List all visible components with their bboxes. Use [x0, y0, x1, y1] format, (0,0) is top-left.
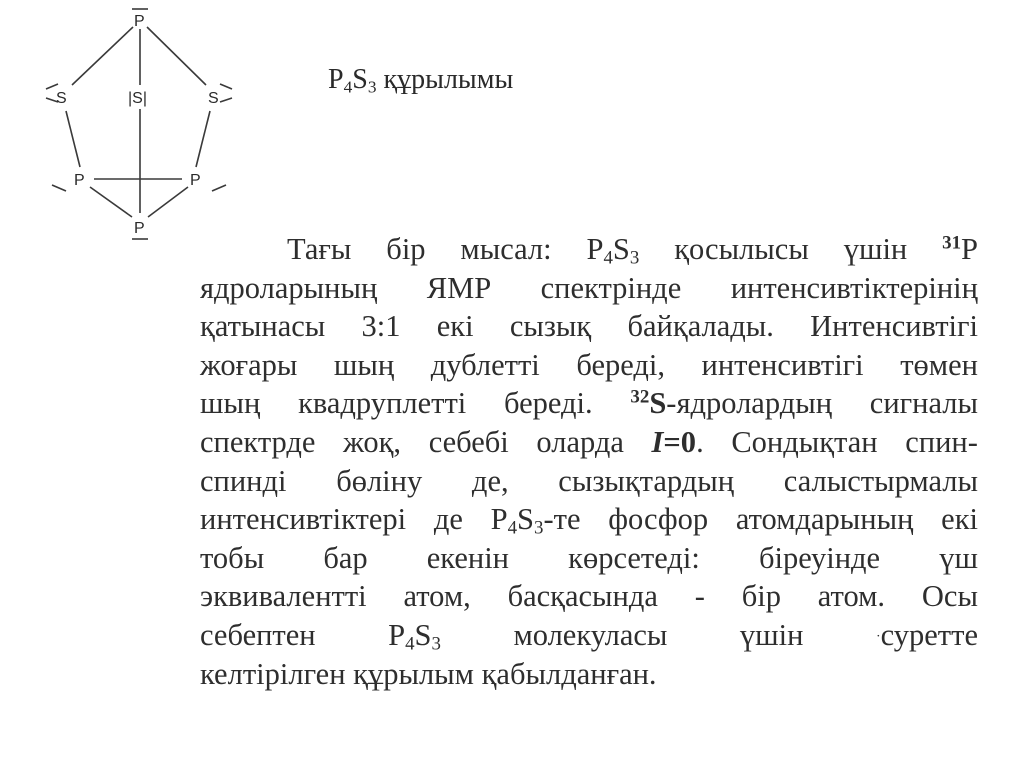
text-line-3: қатынасы 3:1 екі сызық байқалады. Интенсивтігі: [200, 309, 978, 344]
text-line-5: шың квадруплетті береді. $^{32}$S-ядролардың сигналы: [200, 384, 978, 423]
bond-p-top-s-right: [147, 27, 206, 85]
text-line-11: себептен $P_4S_3$ молекуласы үшін ·суретте: [200, 617, 978, 655]
atom-p-left: P: [74, 172, 85, 189]
text-line-4: жоғары шың дублетті береді, интенсивтігі төмен: [200, 347, 978, 382]
spin-zero: I=0.: [651, 424, 704, 459]
bond-p-top-s-left: [72, 27, 133, 85]
text-line-7: спинді бөліну де, сызықтардың салыстырмалы: [200, 463, 978, 498]
page-title: $P_4S_3$ құрылымы: [328, 64, 514, 97]
bond-p-left-p-bottom: [90, 187, 132, 217]
isotope-32s: $^{32}$S-ядролардың: [630, 386, 833, 421]
isotope-31p: $^{31}$P: [942, 232, 978, 266]
lone-pair-p-right: [212, 185, 226, 191]
atom-s-left: S: [56, 90, 67, 107]
text-line-1: Тағы бір мысал: $P_4S_3$ қосылысы үшін $^{31}$P: [287, 232, 978, 269]
bond-p-right-p-bottom: [148, 187, 188, 217]
lone-pair-s-left-a: [46, 84, 58, 89]
text-line-9: тобы бар екенін көрсетеді: біреуінде үш: [200, 540, 978, 575]
formula-p4s3-te: $P_4S_3-те$: [490, 502, 581, 539]
lone-pair-s-right-a: [220, 84, 232, 89]
bond-s-right-p-right: [196, 111, 210, 167]
body-paragraph: [200, 230, 978, 693]
text-line-12: келтірілген құрылым қабылданған.: [200, 656, 657, 691]
atom-p-right: P: [190, 172, 201, 189]
lone-pair-s-right-b: [220, 98, 232, 102]
bond-lines: [46, 9, 232, 239]
atom-s-right: S: [208, 90, 219, 107]
text-line-6: спектрде жоқ, себебі оларда I=0. Сондықтан спин-: [200, 423, 978, 462]
bond-s-left-p-left: [66, 111, 80, 167]
atom-p-top: P: [134, 13, 145, 30]
text-line-8: интенсивтіктері де $P_4S_3-те$ фосфор атомдарының екі: [200, 502, 978, 539]
text-line-2: ядроларының ЯМР спектрінде интенсивтіктерінің: [200, 270, 978, 305]
text-line-10: эквивалентті атом, басқасында - бір атом. Осы: [200, 579, 978, 614]
formula-p4s3: $P_4S_3$: [586, 232, 640, 269]
atom-s-center: |S|: [128, 90, 147, 107]
p4s3-structure-diagram: [30, 5, 240, 250]
formula-p4s3-2: $P_4S_3$: [388, 617, 441, 655]
lone-pair-p-left: [52, 185, 66, 191]
atom-p-bottom: P: [134, 220, 145, 237]
